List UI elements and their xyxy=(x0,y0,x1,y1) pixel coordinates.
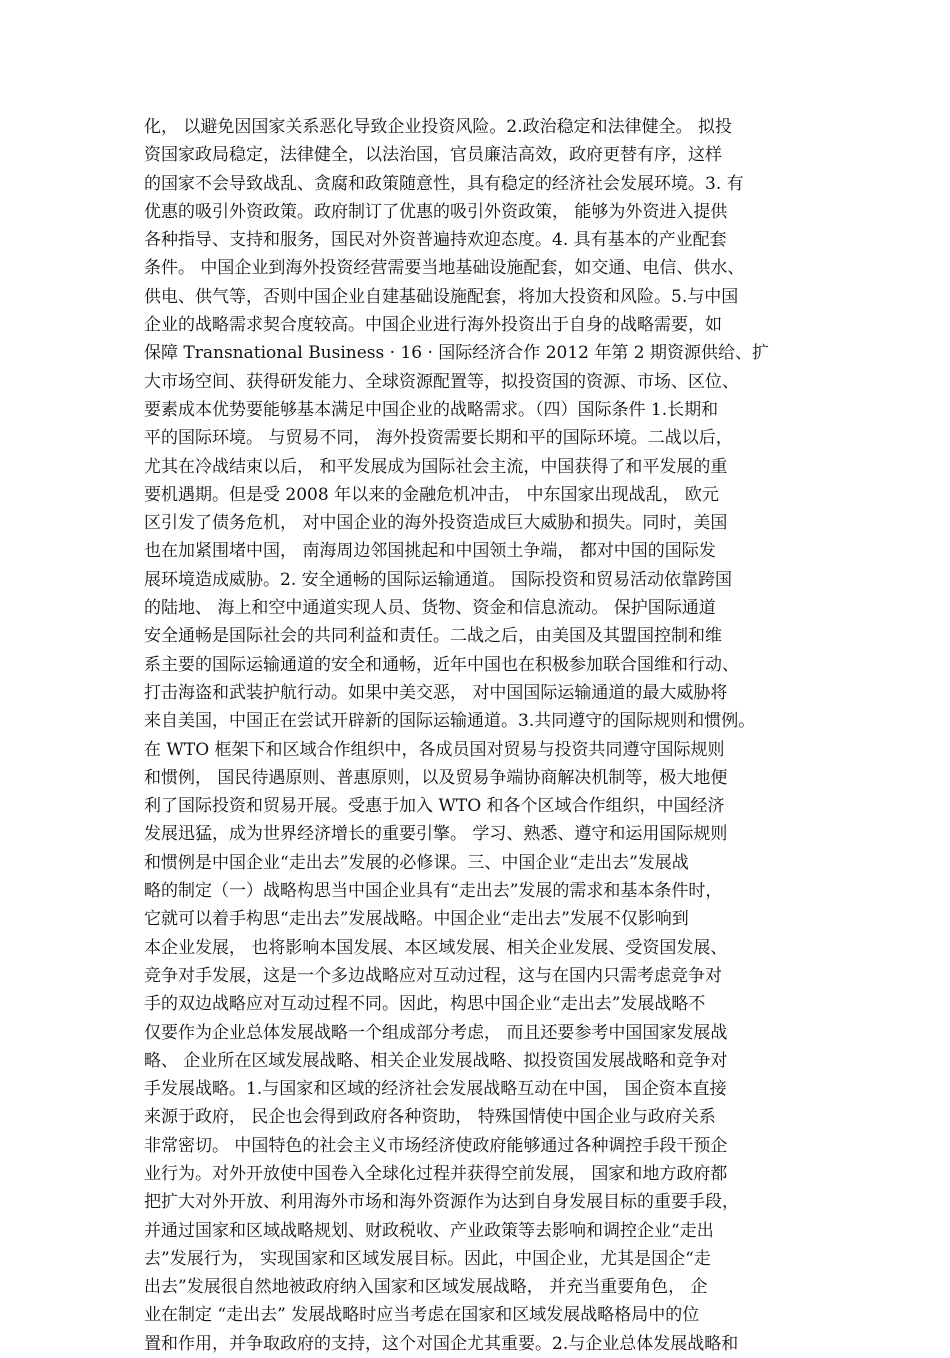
text-line: 打击海盗和武装护航行动。如果中美交恶， 对中国国际运输通道的最大威胁将 xyxy=(144,682,728,703)
text-line: 要素成本优势要能够基本满足中国企业的战略需求。（四）国际条件 1.长期和 xyxy=(144,399,719,420)
text-line: 在 WTO 框架下和区域合作组织中，各成员国对贸易与投资共同遵守国际规则 xyxy=(144,739,725,760)
text-line: 各种指导、支持和服务，国民对外资普遍持欢迎态度。4. 具有基本的产业配套 xyxy=(144,230,727,251)
text-line: 仅要作为企业总体发展战略一个组成部分考虑， 而且还要参考中国国家发展战 xyxy=(144,1022,728,1043)
text-line: 尤其在冷战结束以后， 和平发展成为国际社会主流，中国获得了和平发展的重 xyxy=(144,456,728,477)
text-line: 手发展战略。1.与国家和区域的经济社会发展战略互动在中国， 国企资本直接 xyxy=(144,1079,727,1100)
text-line: 并通过国家和区域战略规划、财政税收、产业政策等去影响和调控企业“走出 xyxy=(144,1220,714,1241)
text-line: 和惯例， 国民待遇原则、普惠原则，以及贸易争端协商解决机制等，极大地便 xyxy=(144,767,728,788)
text-line: 去”发展行为， 实现国家和区域发展目标。因此，中国企业，尤其是国企“走 xyxy=(144,1248,711,1269)
text-line: 供电、供气等，否则中国企业自建基础设施配套，将加大投资和风险。5.与中国 xyxy=(144,286,739,307)
text-line: 平的国际环境。 与贸易不同， 海外投资需要长期和平的国际环境。二战以后， xyxy=(144,428,733,449)
text-line: 来自美国，中国正在尝试开辟新的国际运输通道。3.共同遵守的国际规则和惯例。 xyxy=(144,711,756,732)
text-line: 手的双边战略应对互动过程不同。因此，构思中国企业“走出去”发展战略不 xyxy=(144,994,706,1015)
text-line: 大市场空间、获得研发能力、全球资源配置等，拟投资国的资源、市场、区位、 xyxy=(144,371,739,392)
text-line: 条件。 中国企业到海外投资经营需要当地基础设施配套，如交通、电信、供水、 xyxy=(144,258,745,279)
text-line: 利了国际投资和贸易开展。受惠于加入 WTO 和各个区域合作组织，中国经济 xyxy=(144,796,725,817)
body-text xyxy=(144,113,808,1358)
text-line: 资国家政局稳定，法律健全，以法治国，官员廉洁高效，政府更替有序，这样 xyxy=(144,145,722,166)
text-line: 它就可以着手构思“走出去”发展战略。中国企业“走出去”发展不仅影响到 xyxy=(144,909,689,930)
text-line: 略、 企业所在区域发展战略、相关企业发展战略、拟投资国发展战略和竞争对 xyxy=(144,1050,728,1071)
text-line: 展环境造成威胁。2. 安全通畅的国际运输通道。 国际投资和贸易活动依靠跨国 xyxy=(144,569,733,590)
text-line: 非常密切。 中国特色的社会主义市场经济使政府能够通过各种调控手段干预企 xyxy=(144,1135,728,1156)
text-line: 保障 Transnational Business · 16 · 国际经济合作 2012 年第 2 期资源供给、扩 xyxy=(144,343,769,364)
text-line: 来源于政府， 民企也会得到政府各种资助， 特殊国情使中国企业与政府关系 xyxy=(144,1107,716,1128)
text-line: 安全通畅是国际社会的共同利益和责任。二战之后，由美国及其盟国控制和维 xyxy=(144,626,722,647)
text-line: 把扩大对外开放、利用海外市场和海外资源作为达到自身发展目标的重要手段， xyxy=(144,1192,739,1213)
text-line: 的国家不会导致战乱、贪腐和政策随意性，具有稳定的经济社会发展环境。3. 有 xyxy=(144,173,744,194)
text-line: 和惯例是中国企业“走出去”发展的必修课。三、中国企业“走出去”发展战 xyxy=(144,852,689,873)
text-line: 竞争对手发展，这是一个多边战略应对互动过程，这与在国内只需考虑竞争对 xyxy=(144,965,722,986)
text-line: 系主要的国际运输通道的安全和通畅，近年中国也在积极参加联合国维和行动、 xyxy=(144,654,739,675)
text-line: 区引发了债务危机， 对中国企业的海外投资造成巨大威胁和损失。同时，美国 xyxy=(144,513,728,534)
text-line: 要机遇期。但是受 2008 年以来的金融危机冲击， 中东国家出现战乱， 欧元 xyxy=(144,484,719,505)
text-line: 发展迅猛，成为世界经济增长的重要引擎。 学习、熟悉、遵守和运用国际规则 xyxy=(144,824,728,845)
text-line: 也在加紧围堵中国， 南海周边邻国挑起和中国领土争端， 都对中国的国际发 xyxy=(144,541,716,562)
text-line: 出去”发展很自然地被政府纳入国家和区域发展战略， 并充当重要角色， 企 xyxy=(144,1277,708,1298)
text-line: 本企业发展， 也将影响本国发展、本区域发展、相关企业发展、受资国发展、 xyxy=(144,937,728,958)
text-line: 优惠的吸引外资政策。政府制订了优惠的吸引外资政策， 能够为外资进入提供 xyxy=(144,201,728,222)
text-line: 略的制定（一）战略构思当中国企业具有“走出去”发展的需求和基本条件时， xyxy=(144,881,723,902)
text-line: 企业的战略需求契合度较高。中国企业进行海外投资出于自身的战略需要，如 xyxy=(144,315,722,336)
text-line: 业在制定 “走出去” 发展战略时应当考虑在国家和区域发展战略格局中的位 xyxy=(144,1305,700,1326)
text-line: 的陆地、 海上和空中通道实现人员、货物、资金和信息流动。 保护国际通道 xyxy=(144,598,716,619)
text-line: 置和作用，并争取政府的支持，这个对国企尤其重要。2.与企业总体发展战略和 xyxy=(144,1333,739,1354)
text-line: 化， 以避免因国家关系恶化导致企业投资风险。2.政治稳定和法律健全。 拟投 xyxy=(144,117,733,137)
text-line: 业行为。对外开放使中国卷入全球化过程并获得空前发展， 国家和地方政府都 xyxy=(144,1163,728,1184)
